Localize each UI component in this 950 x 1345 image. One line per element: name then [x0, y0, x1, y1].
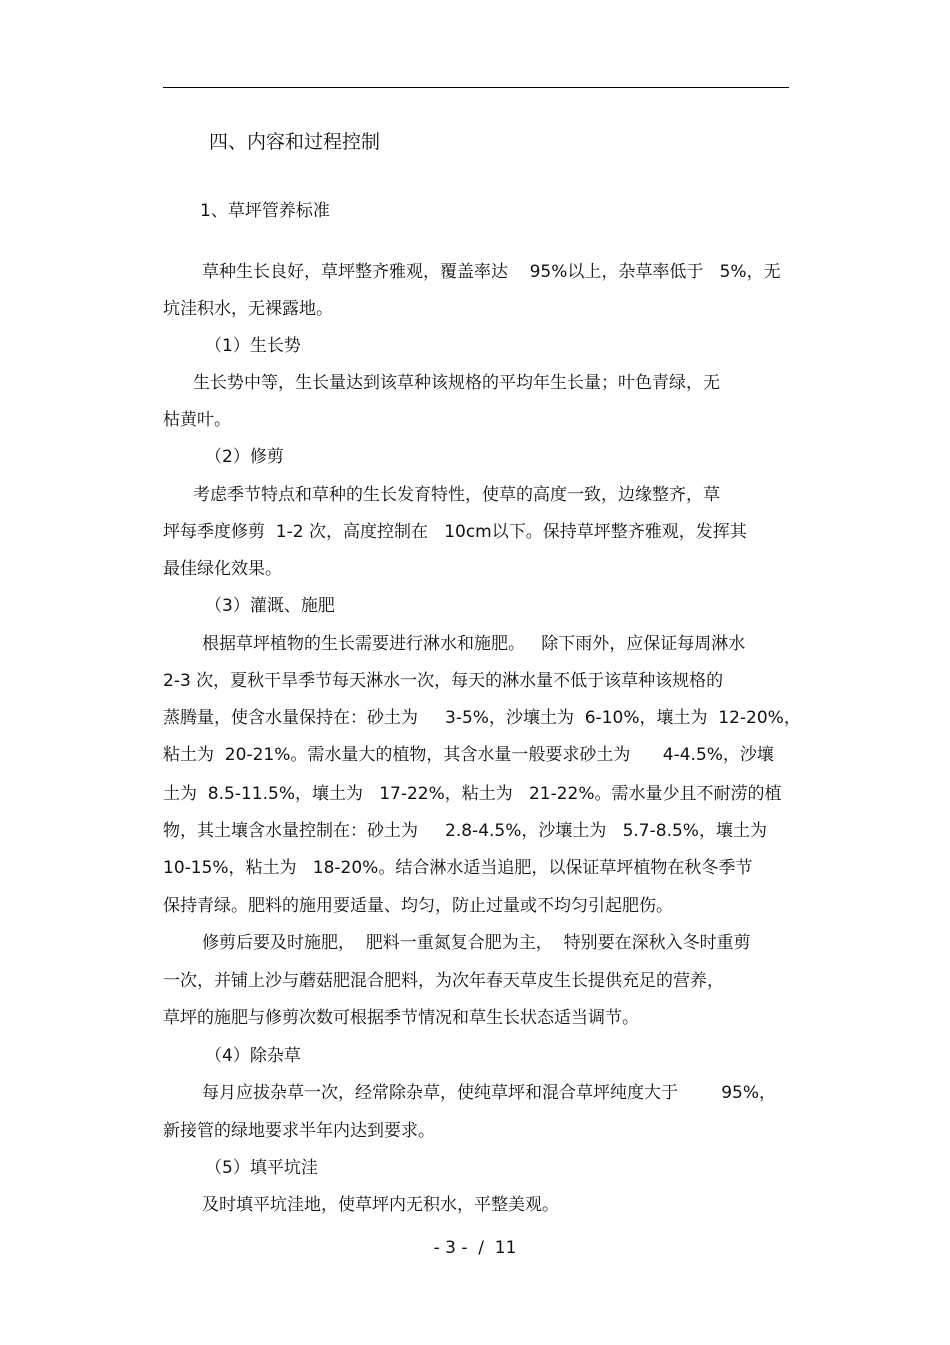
irrigation-line-1: 根据草坪植物的生长需要进行淋水和施肥。 除下雨外，应保证每周淋水	[202, 634, 746, 654]
irrigation-heading: （3）灌溉、施肥	[205, 596, 335, 616]
subsection-heading: 1、草坪管养标准	[200, 201, 330, 221]
growth-line-2: 枯黄叶。	[163, 410, 231, 430]
fertilize-line-2: 一次，并铺上沙与蘑菇肥混合肥料，为次年春天草皮生长提供充足的营养，	[163, 971, 724, 991]
irrigation-line-5: 土为 8.5-11.5%，壤土为 17-22%，粘土为 21-22%。需水量少且不耐涝的植	[163, 784, 782, 804]
fertilize-line-1: 修剪后要及时施肥， 肥料一重氮复合肥为主， 特别要在深秋入冬时重剪	[202, 933, 751, 953]
weeding-heading: （4）除杂草	[205, 1046, 301, 1066]
weeding-line-2: 新接管的绿地要求半年内达到要求。	[163, 1121, 435, 1141]
weeding-line-1: 每月应拔杂草一次，经常除杂草，使纯草坪和混合草坪纯度大于 95%，	[202, 1083, 777, 1103]
fertilize-line-3: 草坪的施肥与修剪次数可根据季节情况和草生长状态适当调节。	[163, 1008, 639, 1028]
irrigation-line-7: 10-15%，粘土为 18-20%。结合淋水适当追肥，以保证草坪植物在秋冬季节	[163, 858, 753, 878]
trim-heading: （2）修剪	[205, 447, 284, 467]
growth-line-1: 生长势中等，生长量达到该草种该规格的平均年生长量；叶色青绿，无	[193, 373, 720, 393]
section-heading: 四、内容和过程控制	[209, 131, 381, 153]
trim-line-3: 最佳绿化效果。	[163, 559, 282, 579]
irrigation-line-4: 粘土为 20-21%。需水量大的植物，其含水量一般要求砂土为 4-4.5%，沙壤	[163, 745, 774, 765]
irrigation-line-8: 保持青绿。肥料的施用要适量、均匀，防止过量或不均匀引起肥伤。	[163, 896, 673, 916]
trim-line-2: 坪每季度修剪 1-2 次，高度控制在 10cm以下。保持草坪整齐雅观，发挥其	[163, 522, 747, 542]
leveling-heading: （5）填平坑洼	[205, 1158, 318, 1178]
intro-line-2: 坑洼积水，无裸露地。	[163, 299, 333, 319]
growth-heading: （1）生长势	[205, 336, 301, 356]
page-number: - 3 - / 11	[433, 1238, 517, 1258]
trim-line-1: 考虑季节特点和草种的生长发育特性，使草的高度一致，边缘整齐，草	[193, 485, 720, 505]
header-rule	[163, 87, 789, 88]
irrigation-line-6: 物，其土壤含水量控制在：砂土为 2.8-4.5%，沙壤土为 5.7-8.5%，壤土为	[163, 821, 767, 841]
irrigation-line-3: 蒸腾量，使含水量保持在：砂土为 3-5%，沙壤土为 6-10%，壤土为 12-20%，	[163, 708, 801, 728]
leveling-line-1: 及时填平坑洼地，使草坪内无积水，平整美观。	[202, 1195, 559, 1215]
intro-line-1: 草种生长良好，草坪整齐雅观，覆盖率达 95%以上，杂草率低于 5%，无	[202, 262, 781, 282]
irrigation-line-2: 2-3 次，夏秋干旱季节每天淋水一次，每天的淋水量不低于该草种该规格的	[163, 671, 724, 691]
